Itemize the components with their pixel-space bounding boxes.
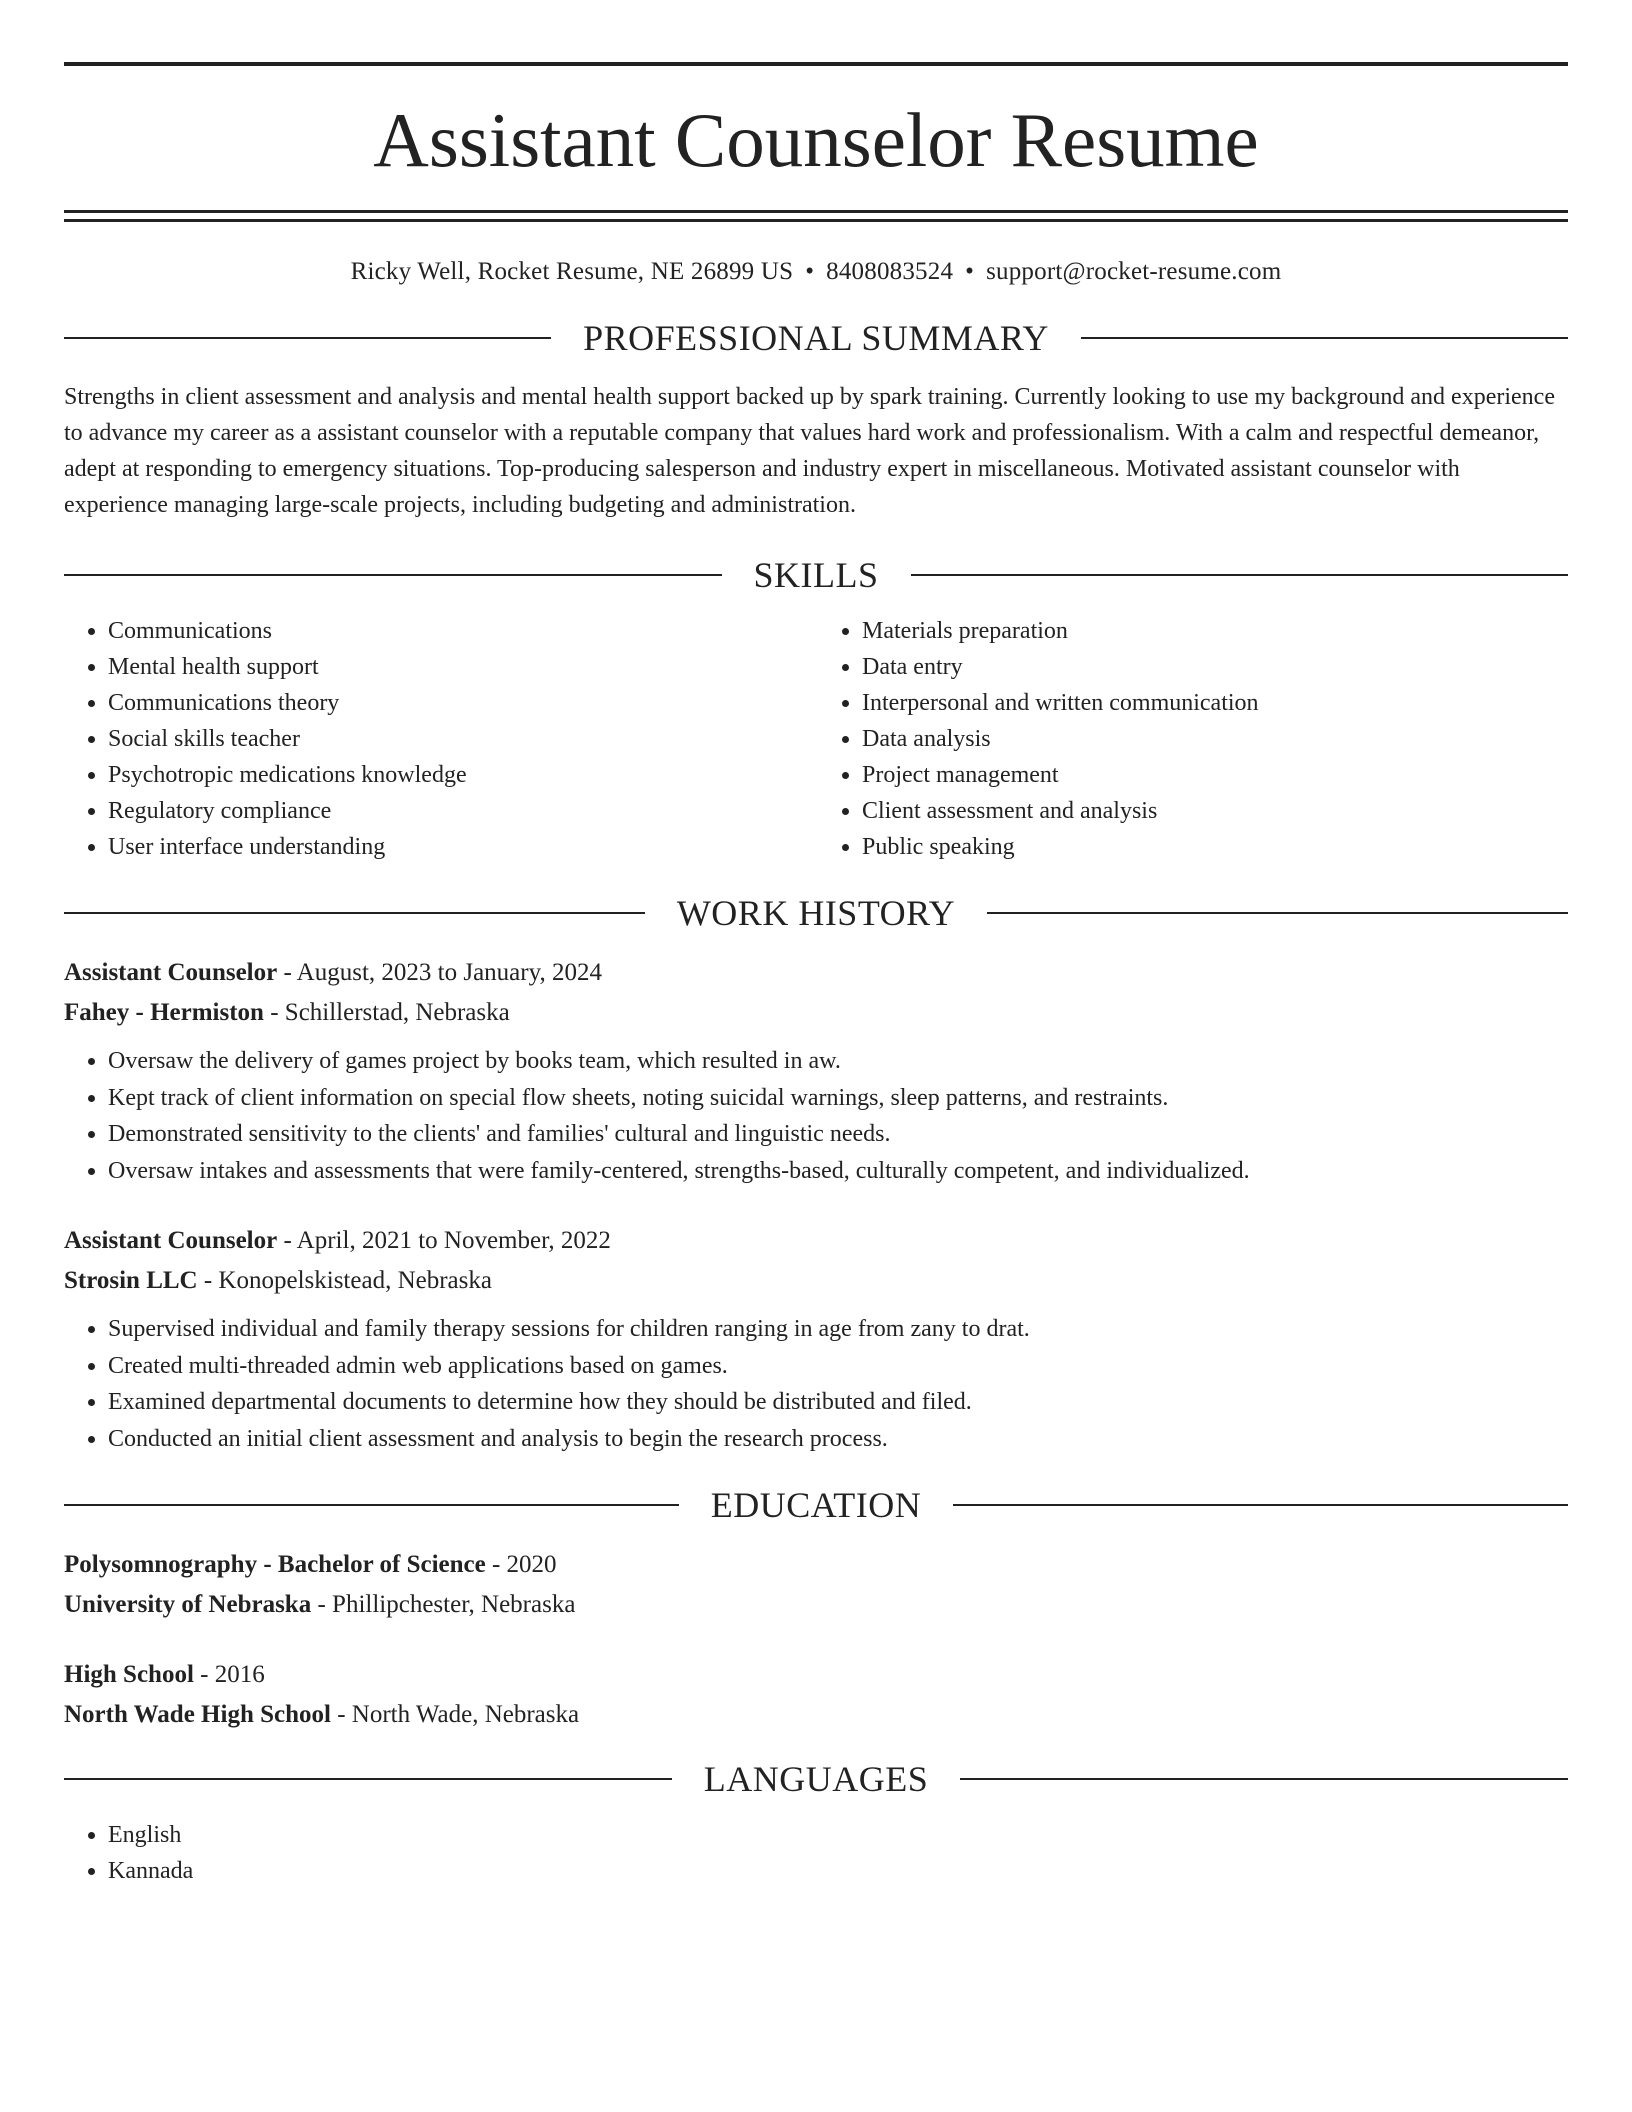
education-degree-line (64, 1655, 1568, 1695)
job-dates: - August, 2023 to January, 2024 (277, 959, 602, 986)
education-school-line (64, 1585, 1568, 1625)
section-title: EDUCATION (710, 1485, 922, 1525)
job-title-line (64, 953, 1568, 993)
job-title: Assistant Counselor (64, 1227, 278, 1254)
education-degree: High School (64, 1661, 194, 1688)
divider (64, 1504, 679, 1506)
skill-item: • Materials preparation (862, 613, 1568, 649)
contact-separator: • (965, 258, 975, 285)
section-heading-summary (64, 320, 1568, 356)
skill-item: • Psychotropic medications knowledge (108, 757, 816, 793)
section-title: LANGUAGES (703, 1759, 929, 1799)
job-bullet: • Oversaw intakes and assessments that were family-centered, strengths-based, culturally competent, and individualized. (108, 1153, 1568, 1190)
skill-item: • Mental health support (108, 649, 816, 685)
skill-item: • Public speaking (862, 829, 1568, 865)
skill-item: • Interpersonal and written communication (862, 685, 1568, 721)
summary-text: Strengths in client assessment and analysis and mental health support backed up by spark training. Currently looking to use my background and experience to advance my career as a assistant counselor with a reputable company that values hard work and professionalism. With a calm and respectful demeanor, adept at responding to emergency situations. Top-producing salesperson and industry expert in miscellaneous. Motivated assistant counselor with experience managing large-scale projects, including budgeting and administration. (64, 384, 1555, 518)
divider (64, 1778, 672, 1780)
skills-column-right (816, 613, 1568, 865)
job-location: - Konopelskistead, Nebraska (197, 1267, 492, 1294)
job-location: - Schillerstad, Nebraska (263, 999, 510, 1026)
education-degree-line (64, 1545, 1568, 1585)
divider (911, 574, 1569, 576)
section-title: PROFESSIONAL SUMMARY (583, 318, 1049, 358)
skills-list (64, 613, 1568, 865)
education-location: - Phillipchester, Nebraska (311, 1591, 576, 1618)
section-heading-skills (64, 557, 1568, 593)
contact-phone: 8408083524 (826, 258, 954, 285)
education-entry (64, 1545, 1568, 1625)
section-title: SKILLS (753, 555, 879, 595)
education-school: North Wade High School (64, 1701, 331, 1728)
job-bullet: • Examined departmental documents to determine how they should be distributed and filed. (108, 1384, 1568, 1421)
education-degree: Polysomnography - Bachelor of Science (64, 1551, 486, 1578)
skill-item: • Project management (862, 757, 1568, 793)
job-bullet: • Conducted an initial client assessment and analysis to begin the research process. (108, 1421, 1568, 1458)
skill-item: • Communications (108, 613, 816, 649)
education-school: University of Nebraska (64, 1591, 312, 1618)
job-title-line (64, 1221, 1568, 1261)
job-company-line (64, 1261, 1568, 1301)
job-company: Fahey - Hermiston (64, 999, 264, 1026)
skill-item: • Communications theory (108, 685, 816, 721)
languages-list (64, 1817, 1568, 1889)
divider (987, 912, 1568, 914)
skill-item: • Client assessment and analysis (862, 793, 1568, 829)
job-bullets (64, 1311, 1568, 1457)
contact-email: support@rocket-resume.com (986, 258, 1282, 285)
section-heading-work (64, 895, 1568, 931)
skill-item: • User interface understanding (108, 829, 816, 865)
skill-item: • Social skills teacher (108, 721, 816, 757)
job-entry (64, 953, 1568, 1189)
title-rule-lower (64, 219, 1568, 222)
divider (64, 912, 645, 914)
skills-column-left (64, 613, 816, 865)
skill-item: • Regulatory compliance (108, 793, 816, 829)
divider (1081, 337, 1568, 339)
education-entry (64, 1655, 1568, 1735)
contact-line (64, 259, 1568, 284)
language-item: • English (108, 1817, 1568, 1853)
contact-separator: • (805, 258, 815, 285)
job-company: Strosin LLC (64, 1267, 198, 1294)
section-title: WORK HISTORY (676, 893, 956, 933)
job-bullet: • Supervised individual and family therapy sessions for children ranging in age from zany to drat. (108, 1311, 1568, 1348)
job-bullet: • Kept track of client information on special flow sheets, noting suicidal warnings, sleep patterns, and restraints. (108, 1080, 1568, 1117)
divider (953, 1504, 1568, 1506)
job-dates: - April, 2021 to November, 2022 (277, 1227, 611, 1254)
language-item: • Kannada (108, 1853, 1568, 1889)
job-entry (64, 1221, 1568, 1457)
page-title: Assistant Counselor Resume (373, 97, 1259, 183)
divider (64, 337, 551, 339)
job-bullet: • Oversaw the delivery of games project by books team, which resulted in aw. (108, 1043, 1568, 1080)
section-heading-education (64, 1487, 1568, 1523)
education-year: - 2020 (485, 1551, 557, 1578)
title-rule-upper (64, 210, 1568, 213)
divider (64, 574, 722, 576)
contact-address: Ricky Well, Rocket Resume, NE 26899 US (350, 258, 794, 285)
skill-item: • Data entry (862, 649, 1568, 685)
skill-item: • Data analysis (862, 721, 1568, 757)
job-bullets (64, 1043, 1568, 1189)
divider (960, 1778, 1568, 1780)
job-bullet: • Demonstrated sensitivity to the clients' and families' cultural and linguistic needs. (108, 1116, 1568, 1153)
job-company-line (64, 993, 1568, 1033)
education-year: - 2016 (193, 1661, 265, 1688)
section-heading-languages (64, 1761, 1568, 1797)
education-location: - North Wade, Nebraska (330, 1701, 580, 1728)
job-bullet: • Created multi-threaded admin web applications based on games. (108, 1348, 1568, 1385)
job-title: Assistant Counselor (64, 959, 278, 986)
education-school-line (64, 1695, 1568, 1735)
